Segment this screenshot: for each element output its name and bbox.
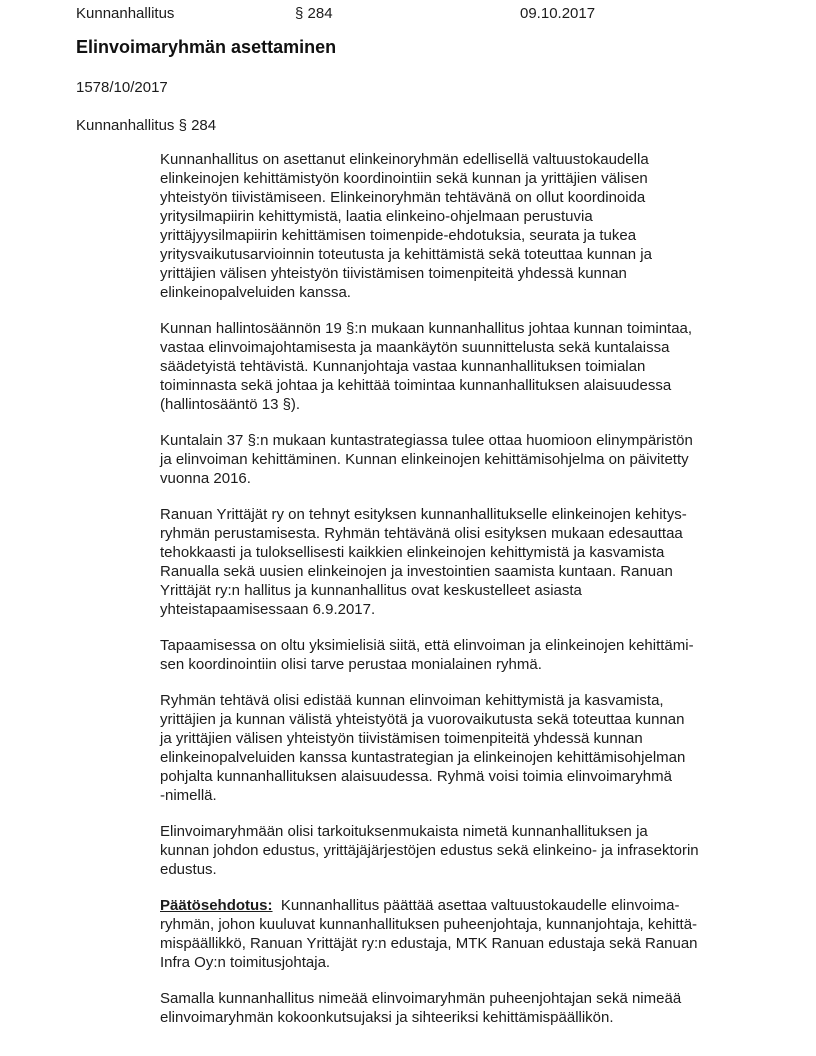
document-title: Elinvoimaryhmän asettaminen <box>76 37 337 57</box>
header-committee: Kunnanhallitus <box>76 5 175 22</box>
document-body <box>160 150 780 1044</box>
case-number: 1578/10/2017 <box>76 79 168 96</box>
section-reference: Kunnanhallitus § 284 <box>76 117 217 134</box>
document-header <box>76 4 786 24</box>
decision-proposal-paragraph: Päätösehdotus: Kunnanhallitus päättää asettaa valtuustokaudelle elinvoima- ryhmän, johon kuuluvat kunnanhallituksen puheenjohtaja, kunnanjohtaja, kehittä- mispäällikkö, Ranuan Yrittäjät ry:n edustaja, MTK Ranuan edustaja sekä Ranuan Infra Oy:n toimitusjohtaja. <box>160 897 698 971</box>
body-paragraph: Ranuan Yrittäjät ry on tehnyt esityksen kunnanhallitukselle elinkeinojen kehitys- ryhmän perustamisesta. Ryhmän tehtävänä olisi esityksen mukaan edesauttaa tehokkaasti ja tuloksellisesti kaikkien elinkeinojen kehittymistä ja kasvamista Ranualla sekä uusien elinkeinojen ja investointien saamista kuntaan. Ranuan Yrittäjät ry:n hallitus ja kunnanhallitus ovat keskustelleet asiasta yhteistapaamisessaan 6.9.2017. <box>160 506 687 618</box>
header-date: 09.10.2017 <box>520 5 596 22</box>
body-paragraph: Samalla kunnanhallitus nimeää elinvoimaryhmän puheenjohtajan sekä nimeää elinvoimaryhmän kokoonkutsujaksi ja sihteeriksi kehittämispäällikön. <box>160 990 682 1026</box>
decision-proposal-label: Päätösehdotus: <box>160 897 273 914</box>
header-section-number: § 284 <box>295 5 333 22</box>
body-paragraph: Ryhmän tehtävä olisi edistää kunnan elinvoiman kehittymistä ja kasvamista, yrittäjien ja kunnan välistä yhteistyötä ja vuorovaikutusta sekä toteuttaa kunnan ja yrittäjien välisen yhteistyön tiivistämisen toimenpiteitä yhdessä kunnan elinkeinopalveluiden kanssa kuntastrategian ja elinkeinojen kehittämisohjelman pohjalta kunnanhallituksen alaisuudessa. Ryhmä voisi toimia elinvoimaryhmä -nimellä. <box>160 692 686 804</box>
body-paragraph: Tapaamisessa on oltu yksimielisiä siitä, että elinvoiman ja elinkeinojen kehittämi- sen koordinointiin olisi tarve perustaa monialainen ryhmä. <box>160 637 694 673</box>
body-paragraph: Kunnan hallintosäännön 19 §:n mukaan kunnanhallitus johtaa kunnan toimintaa, vastaa elinvoimajohtamisesta ja maankäytön suunnittelusta sekä kuntalaissa säädetyistä tehtävistä. Kunnanjohtaja vastaa kunnanhallituksen toimialan toiminnasta sekä johtaa ja kehittää toimintaa kunnanhallituksen alaisuudessa (hallintosääntö 13 §). <box>160 320 693 413</box>
body-paragraph: Kunnanhallitus on asettanut elinkeinoryhmän edellisellä valtuustokaudella elinkeinojen kehittämistyön koordinointiin sekä kunnan ja yrittäjien välisen yhteistyön tiivistämiseen. Elinkeinoryhmän tehtävänä on ollut koordinoida yritysilmapiirin kehittymistä, laatia elinkeino-ohjelmaan perustuvia yrittäjyysilmapiirin kehittämisen toimenpide-ehdotuksia, seurata ja tukea yritysvaikutusarvioinnin toteutusta ja kehittämistä sekä toteuttaa kunnan ja yrittäjien välisen yhteistyön tiivistämisen toimenpiteitä yhdessä kunnan elinkeinopalveluiden kanssa. <box>160 151 652 301</box>
body-paragraph: Kuntalain 37 §:n mukaan kuntastrategiassa tulee ottaa huomioon elinympäristön ja elinvoiman kehittäminen. Kunnan elinkeinojen kehittämisohjelma on päivitetty vuonna 2016. <box>160 432 693 487</box>
body-paragraph: Elinvoimaryhmään olisi tarkoituksenmukaista nimetä kunnanhallituksen ja kunnan johdon edustus, yrittäjäjärjestöjen edustus sekä elinkeino- ja infrasektorin edustus. <box>160 823 699 878</box>
